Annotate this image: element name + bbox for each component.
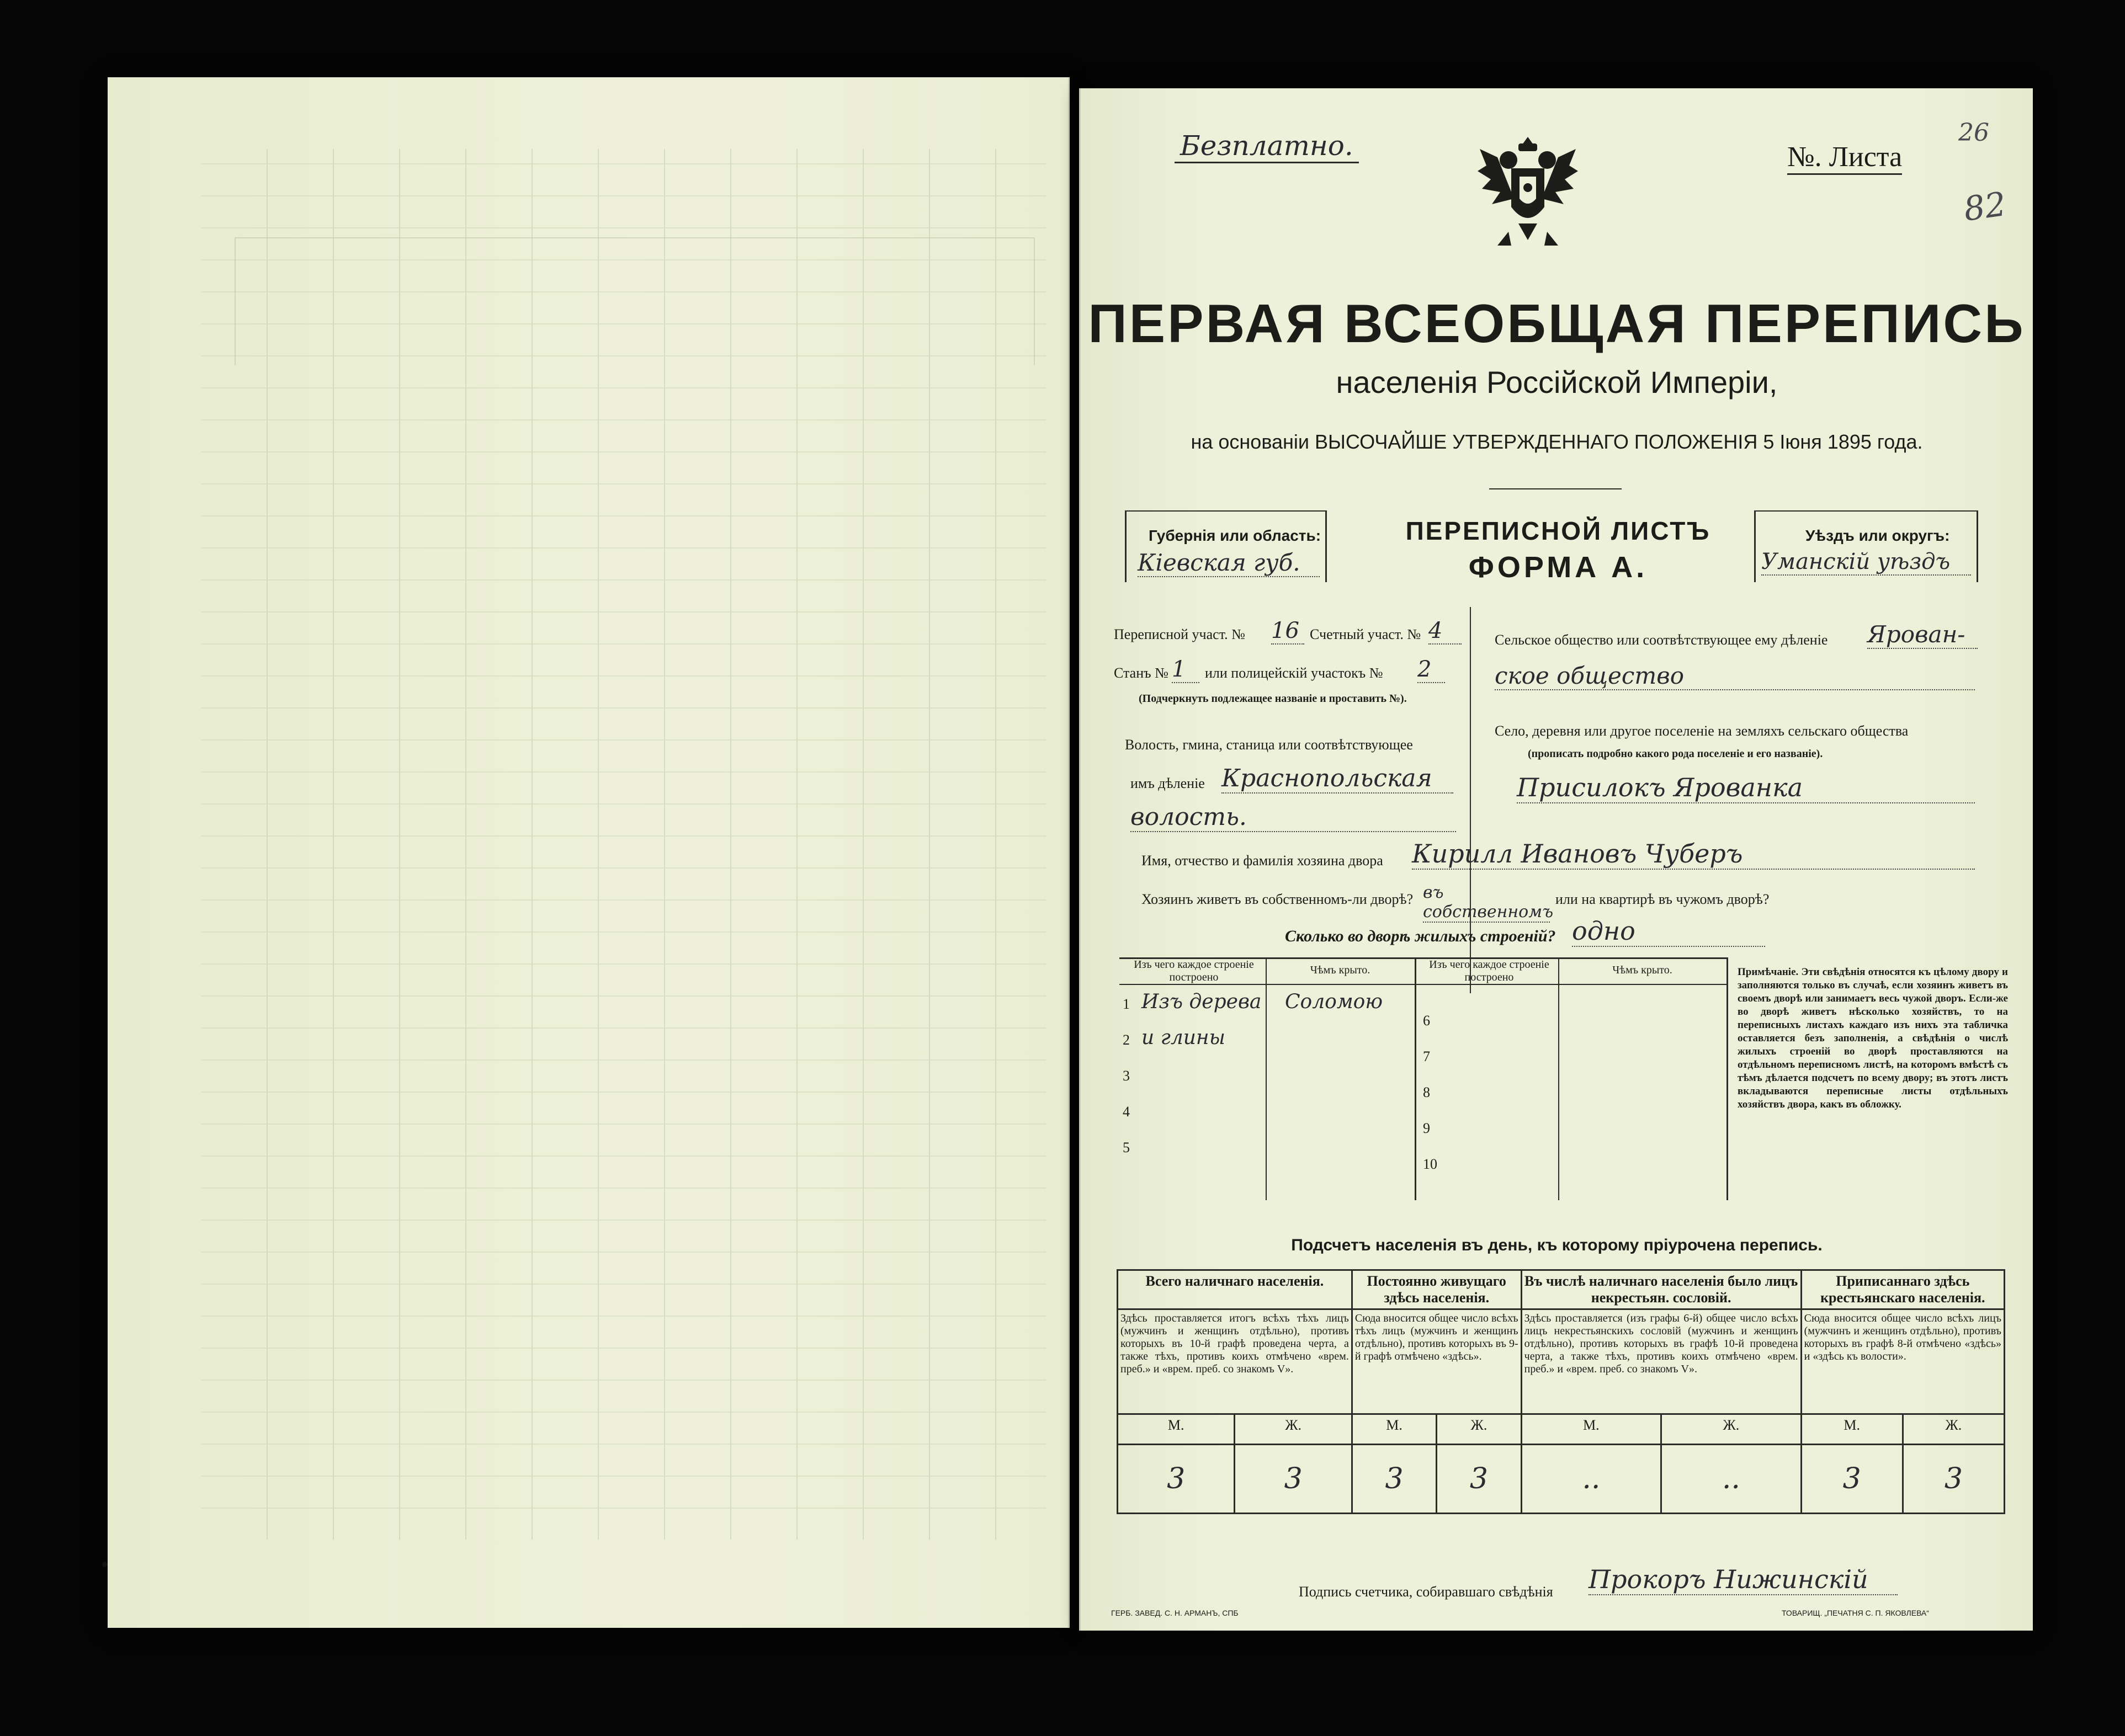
society-value-1[interactable]: Ярован- <box>1867 621 1978 649</box>
printer-left: ГЕРБ. ЗАВЕД. С. Н. АРМАНЪ, СПБ <box>1111 1609 1239 1617</box>
province-box <box>1125 510 1327 582</box>
ink-dot <box>102 1562 108 1567</box>
row-number: 7 <box>1423 1048 1430 1064</box>
district-box <box>1754 510 1978 582</box>
free-label: Безплатно. <box>1175 130 1359 163</box>
male-header: М. <box>1118 1414 1235 1445</box>
male-header: М. <box>1352 1414 1436 1445</box>
male-header: М. <box>1801 1414 1903 1445</box>
sheet-number-value-2: 82 <box>1961 185 2009 229</box>
col-material-header: Изъ чего каждое строеніе построено <box>1134 958 1254 983</box>
col-roof-header: Чѣмъ крыто. <box>1310 964 1370 976</box>
sheet-number-label: №. Листа <box>1787 141 1902 175</box>
female-header: Ж. <box>1235 1414 1352 1445</box>
form-type-line1: ПЕРЕПИСНОЙ ЛИСТЪ <box>1405 516 1711 545</box>
village-note: (прописать подробно какого рода поселеніе и его названіе). <box>1528 748 1823 760</box>
volost-label-1: Волость, гмина, станица или соотвѣтствующее <box>1125 737 1413 753</box>
police-area-value[interactable]: 2 <box>1417 657 1445 683</box>
owner-lives-label-2: или на квартирѣ въ чужомъ дворѣ? <box>1555 891 1770 907</box>
district-label: Уѣздъ или округъ: <box>1805 527 1950 544</box>
owner-lives-value[interactable]: въ собственномъ <box>1423 883 1554 922</box>
count-female-nonpeasant[interactable]: .. <box>1661 1445 1802 1514</box>
form-title: ПЕРВАЯ ВСЕОБЩАЯ ПЕРЕПИСЬ <box>1088 293 2026 354</box>
count-male-permanent[interactable]: 3 <box>1352 1445 1436 1514</box>
society-value-2[interactable]: ское общество <box>1495 662 1975 690</box>
census-area-label: Переписной участ. № <box>1114 626 1245 642</box>
form-basis: на основаніи ВЫСОЧАЙШЕ УТВЕРЖДЕННАГО ПОЛОЖЕНІЯ 5 Іюня 1895 года. <box>1191 430 1923 453</box>
census-form-page <box>1079 88 2033 1631</box>
buildings-table <box>1119 957 1726 1200</box>
signature-value[interactable]: Прокоръ Нижинскій <box>1589 1564 1898 1595</box>
female-header: Ж. <box>1903 1414 2004 1445</box>
col-head: Въ числѣ наличнаго населенія было лицъ некрестьян. сословій. <box>1521 1270 1801 1309</box>
col-head: Постоянно живущаго здѣсь населенія. <box>1352 1270 1521 1309</box>
province-value[interactable]: Кіевская губ. <box>1138 549 1320 577</box>
population-count-table <box>1117 1269 2005 1514</box>
district-value[interactable]: Уманскій уѣздъ <box>1761 549 1971 576</box>
col-desc: Здѣсь проставляется (изъ графы 6-й) общее число всѣхъ лицъ некрестьянскихъ сословій (мужчинъ и женщинъ отдѣльно), противъ которыхъ въ графѣ 10-й проведена черта, а также тѣхъ, противъ коихъ отмѣчено «врем. преб.» и «врем. преб. со знакомъ V». <box>1521 1309 1801 1414</box>
stan-value[interactable]: 1 <box>1172 657 1199 683</box>
count-male-present[interactable]: 3 <box>1118 1445 1235 1514</box>
form-type-line2: ФОРМА А. <box>1468 551 1648 584</box>
buildings-value[interactable]: одно <box>1572 916 1765 947</box>
row-number: 2 <box>1123 1032 1130 1048</box>
row-number: 4 <box>1123 1104 1130 1120</box>
col-head: Приписаннаго здѣсь крестьянскаго населенія. <box>1801 1270 2004 1309</box>
row-number: 9 <box>1423 1120 1430 1136</box>
owner-lives-label-1: Хозяинъ живетъ въ собственномъ-ли дворѣ? <box>1141 891 1414 907</box>
village-label: Село, деревня или другое поселеніе на земляхъ сельскаго общества <box>1495 723 1909 739</box>
province-label: Губернія или область: <box>1149 527 1321 544</box>
row-number: 1 <box>1123 996 1130 1012</box>
count-male-nonpeasant[interactable]: .. <box>1521 1445 1661 1514</box>
volost-value-1[interactable]: Краснопольская <box>1221 764 1453 794</box>
stan-label: Станъ № <box>1114 665 1168 681</box>
owner-name-label: Имя, отчество и фамилія хозяина двора <box>1141 853 1383 869</box>
count-area-value[interactable]: 4 <box>1428 618 1462 645</box>
count-female-permanent[interactable]: 3 <box>1437 1445 1521 1514</box>
col-head: Всего наличнаго населенія. <box>1118 1270 1352 1309</box>
building-material-entry[interactable]: и глины <box>1141 1026 1225 1049</box>
underline-note: (Подчеркнуть подлежащее названіе и проставить №). <box>1139 693 1407 705</box>
row-number: 6 <box>1423 1013 1430 1029</box>
census-area-value[interactable]: 16 <box>1271 618 1304 645</box>
count-area-label: Счетный участ. № <box>1310 626 1421 642</box>
col-material-header-2: Изъ чего каждое строеніе построено <box>1429 958 1549 983</box>
volost-value-2[interactable]: волость. <box>1130 803 1456 832</box>
police-area-label: или полицейскій участокъ № <box>1205 665 1383 681</box>
col-roof-header-2: Чѣмъ крыто. <box>1612 964 1672 976</box>
count-female-registered[interactable]: 3 <box>1903 1445 2004 1514</box>
note-text: Примѣчаніе. Эти свѣдѣнія относятся къ цѣлому двору и заполняются только въ случаѣ, если хозяинъ живетъ въ своемъ дворѣ или занимаетъ весь чужой дворъ. Если-же во дворѣ живетъ нѣсколько хозяйствъ, то на переписныхъ листахъ каждаго изъ нихъ эта табличка оставляется безъ заполненія, а свѣдѣнія о числѣ жилыхъ строеній во дворѣ проставляются на отдѣльномъ переписномъ листѣ, на которомъ вмѣстѣ съ тѣмъ дѣлается подсчетъ по всему двору; въ этотъ листъ вкладываются переписные листы отдѣльныхъ хозяйствъ двора, какъ въ обложку. <box>1738 966 2008 1110</box>
col-desc: Сюда вносится общее число всѣхъ тѣхъ лицъ (мужчинъ и женщинъ отдѣльно), противъ которыхъ въ 9-й графѣ отмѣчено «здѣсь». <box>1352 1309 1521 1414</box>
volost-label-2: имъ дѣленіе <box>1130 775 1205 791</box>
sheet-number-value: 26 <box>1958 119 1989 147</box>
count-male-registered[interactable]: 3 <box>1801 1445 1903 1514</box>
col-desc: Здѣсь проставляется итогъ всѣхъ тѣхъ лицъ (мужчинъ и женщинъ отдѣльно), противъ которыхъ въ 10-й графѣ проведена черта, а также тѣхъ, противъ коихъ отмѣчено «врем. преб.» и «врем. преб. со знакомъ V». <box>1118 1309 1352 1414</box>
row-number: 3 <box>1123 1068 1130 1084</box>
male-header: М. <box>1521 1414 1661 1445</box>
building-roof-entry[interactable]: Соломою <box>1285 991 1383 1013</box>
bleed-through-grid <box>201 149 1046 1540</box>
left-page <box>108 77 1070 1628</box>
row-number: 5 <box>1123 1139 1130 1155</box>
title-divider <box>1489 488 1622 489</box>
buildings-label: Сколько во дворѣ жилыхъ строеній? <box>1285 927 1556 945</box>
form-type <box>1340 516 1776 584</box>
col-desc: Сюда вносится общее число всѣхъ лицъ (мужчинъ и женщинъ отдѣльно), противъ которыхъ въ графѣ 8-й отмѣчено «здѣсь» и «здѣсь къ волости». <box>1801 1309 2004 1414</box>
female-header: Ж. <box>1661 1414 1802 1445</box>
form-subtitle: населенія Россійской Имперіи, <box>1336 365 1778 400</box>
row-number: 8 <box>1423 1084 1430 1100</box>
count-female-present[interactable]: 3 <box>1235 1445 1352 1514</box>
count-section-title: Подсчетъ населенія въ день, къ которому пріурочена перепись. <box>1291 1236 1823 1254</box>
row-number: 10 <box>1423 1156 1437 1172</box>
village-value[interactable]: Присилокъ Ярованка <box>1517 773 1975 803</box>
signature-label: Подпись счетчика, собиравшаго свѣдѣнія <box>1299 1584 1553 1600</box>
society-label: Сельское общество или соотвѣтствующее ему дѣленіе <box>1495 632 1828 648</box>
imperial-eagle-emblem <box>1475 127 1580 254</box>
building-material-entry[interactable]: Изъ дерева <box>1141 991 1262 1013</box>
female-header: Ж. <box>1437 1414 1521 1445</box>
printer-right: ТОВАРИЩ. „ПЕЧАТНЯ С. П. ЯКОВЛЕВА“ <box>1782 1609 1929 1617</box>
owner-name-value[interactable]: Кирилл Ивановъ Чуберъ <box>1412 839 1975 870</box>
